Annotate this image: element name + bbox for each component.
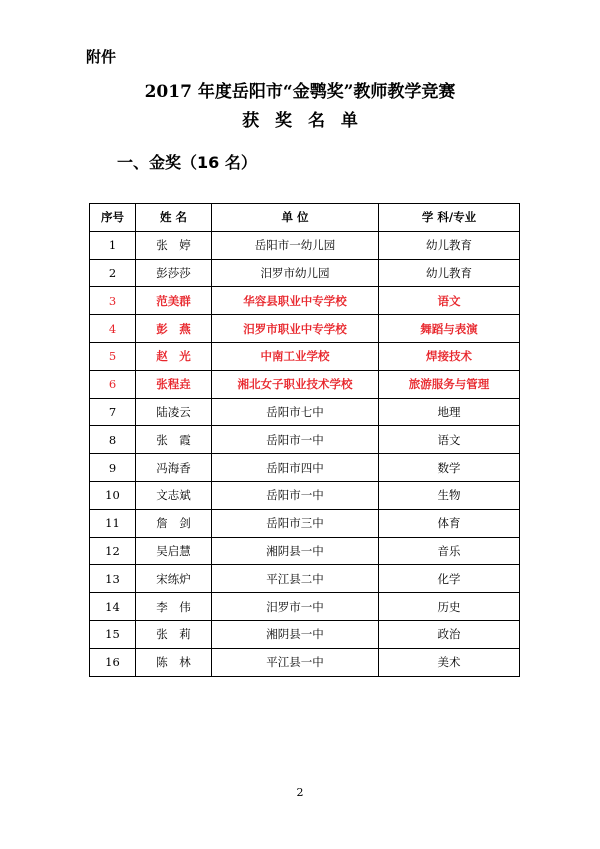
table-row <box>90 537 520 565</box>
cell-number: 13 <box>90 565 136 593</box>
cell-name: 冯海香 <box>136 454 212 482</box>
cell-name: 彭 燕 <box>136 315 212 343</box>
cell-name: 彭莎莎 <box>136 259 212 287</box>
cell-number: 8 <box>90 426 136 454</box>
cell-name: 陆凌云 <box>136 398 212 426</box>
cell-name: 吴启慧 <box>136 537 212 565</box>
document-title: 2017 年度岳阳市“金鹗奖”教师教学竞赛 <box>144 82 456 102</box>
table-row <box>90 481 520 509</box>
cell-subject: 历史 <box>379 593 520 621</box>
cell-number: 10 <box>90 481 136 509</box>
cell-subject: 体育 <box>379 509 520 537</box>
cell-number: 14 <box>90 593 136 621</box>
cell-name: 宋练炉 <box>136 565 212 593</box>
cell-subject: 语文 <box>379 426 520 454</box>
cell-subject: 生物 <box>379 481 520 509</box>
cell-name: 张程垚 <box>136 370 212 398</box>
cell-subject: 焊接技术 <box>379 342 520 370</box>
table-row <box>90 398 520 426</box>
cell-subject: 地理 <box>379 398 520 426</box>
table-row <box>90 342 520 370</box>
cell-number: 15 <box>90 620 136 648</box>
cell-subject: 幼儿教育 <box>379 259 520 287</box>
cell-unit: 岳阳市四中 <box>212 454 379 482</box>
cell-unit: 华容县职业中专学校 <box>212 287 379 315</box>
table-row <box>90 620 520 648</box>
cell-number: 9 <box>90 454 136 482</box>
table-row <box>90 287 520 315</box>
cell-unit: 平江县二中 <box>212 565 379 593</box>
table-header-row <box>90 204 520 232</box>
cell-name: 文志斌 <box>136 481 212 509</box>
table-row <box>90 315 520 343</box>
cell-number: 12 <box>90 537 136 565</box>
column-header-number: 序号 <box>90 204 136 232</box>
cell-subject: 舞蹈与表演 <box>379 315 520 343</box>
cell-unit: 岳阳市一幼儿园 <box>212 231 379 259</box>
cell-name: 陈 林 <box>136 648 212 676</box>
cell-unit: 湘阴县一中 <box>212 537 379 565</box>
cell-subject: 数学 <box>379 454 520 482</box>
cell-subject: 政治 <box>379 620 520 648</box>
cell-name: 张 莉 <box>136 620 212 648</box>
table-body <box>90 231 520 676</box>
attachment-label: 附件 <box>86 48 117 66</box>
cell-unit: 汨罗市一中 <box>212 593 379 621</box>
section-heading: 一、金奖（16 名） <box>117 153 257 172</box>
cell-unit: 岳阳市一中 <box>212 426 379 454</box>
cell-unit: 湘阴县一中 <box>212 620 379 648</box>
table-row <box>90 426 520 454</box>
cell-number: 16 <box>90 648 136 676</box>
cell-subject: 美术 <box>379 648 520 676</box>
cell-subject: 化学 <box>379 565 520 593</box>
cell-name: 李 伟 <box>136 593 212 621</box>
cell-name: 张 霞 <box>136 426 212 454</box>
cell-unit: 汨罗市幼儿园 <box>212 259 379 287</box>
cell-unit: 汨罗市职业中专学校 <box>212 315 379 343</box>
cell-subject: 幼儿教育 <box>379 231 520 259</box>
cell-name: 范美群 <box>136 287 212 315</box>
column-header-subject: 学 科/专业 <box>379 204 520 232</box>
document-subtitle: 获 奖 名 单 <box>242 111 358 131</box>
cell-unit: 平江县一中 <box>212 648 379 676</box>
cell-unit: 岳阳市三中 <box>212 509 379 537</box>
cell-subject: 语文 <box>379 287 520 315</box>
cell-number: 4 <box>90 315 136 343</box>
cell-number: 5 <box>90 342 136 370</box>
column-header-name: 姓 名 <box>136 204 212 232</box>
cell-number: 7 <box>90 398 136 426</box>
cell-number: 11 <box>90 509 136 537</box>
cell-number: 1 <box>90 231 136 259</box>
cell-subject: 音乐 <box>379 537 520 565</box>
cell-unit: 岳阳市一中 <box>212 481 379 509</box>
table-row <box>90 259 520 287</box>
table-row <box>90 593 520 621</box>
table-row <box>90 648 520 676</box>
table-row <box>90 565 520 593</box>
cell-name: 张 婷 <box>136 231 212 259</box>
cell-number: 2 <box>90 259 136 287</box>
page-number: 2 <box>296 786 304 799</box>
award-table <box>89 203 520 677</box>
cell-unit: 岳阳市七中 <box>212 398 379 426</box>
table-row <box>90 454 520 482</box>
cell-name: 詹 剑 <box>136 509 212 537</box>
cell-unit: 湘北女子职业技术学校 <box>212 370 379 398</box>
table-row <box>90 231 520 259</box>
cell-number: 6 <box>90 370 136 398</box>
table-row <box>90 370 520 398</box>
column-header-unit: 单 位 <box>212 204 379 232</box>
table-row <box>90 509 520 537</box>
cell-number: 3 <box>90 287 136 315</box>
cell-unit: 中南工业学校 <box>212 342 379 370</box>
cell-name: 赵 光 <box>136 342 212 370</box>
cell-subject: 旅游服务与管理 <box>379 370 520 398</box>
